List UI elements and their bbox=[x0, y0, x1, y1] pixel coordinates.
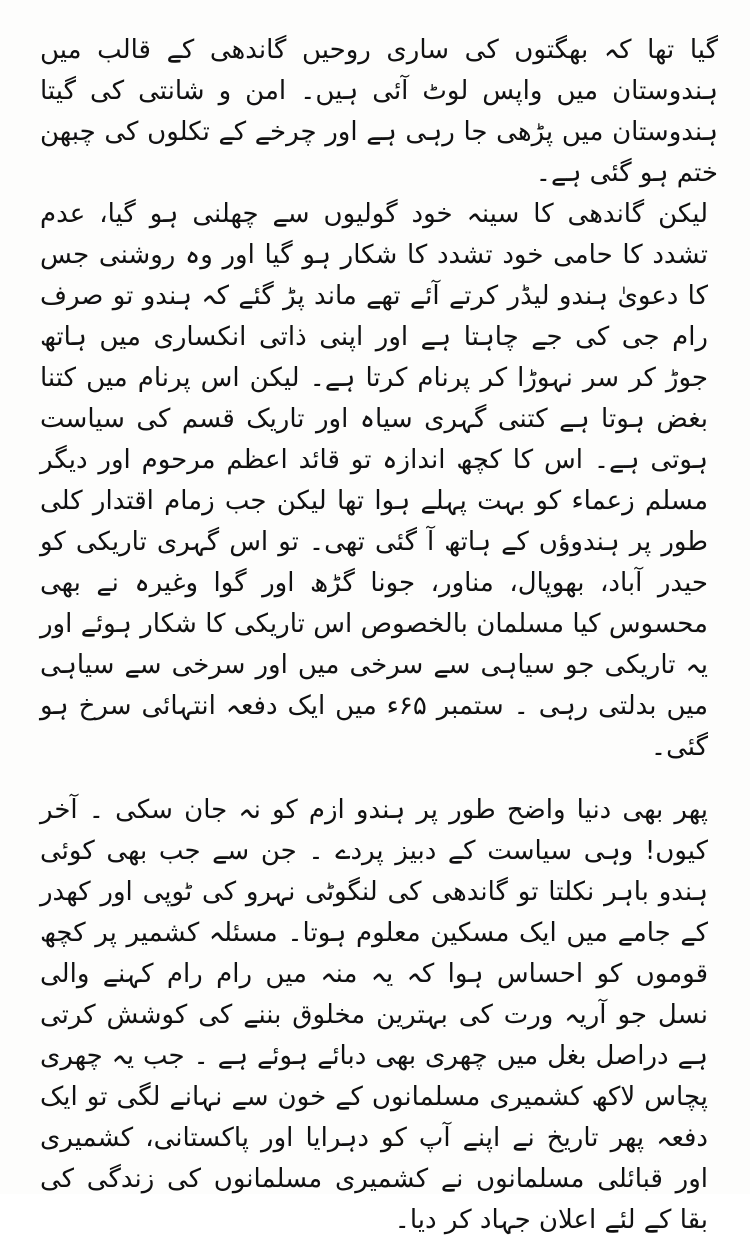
paragraph-1: گیا تھا کہ بھگتوں کی ساری روحیں گاندھی کے قالب میں ہندوستان میں واپس لوٹ آئی ہیں۔ امن و شانتی کی گیتا ہندوستان میں پڑھی جا رہی ہے اور چرخے کے تکلوں کی چبھن ختم ہو گئی ہے۔ bbox=[40, 35, 718, 188]
paragraph-2: لیکن گاندھی کا سینہ خود گولیوں سے چھلنی ہو گیا، عدم تشدد کا حامی خود تشدد کا شکار ہو گیا اور وہ روشنی جس کا دعویٰ ہندو لیڈر کرتے آئے تھے ماند پڑ گئے کہ ہندو تو صرف رام جی کی جے چاہتا ہے اور اپنی ذاتی انکساری میں ہاتھ جوڑ کر سر نہوڑا کر پرنام کرتا ہے۔ لیکن اس پرنام میں کتنا بغض ہوتا ہے کتنی گہری سیاہ اور تاریک قسم کی سیاست ہوتی ہے۔ اس کا کچھ اندازہ تو قائد اعظم مرحوم اور دیگر مسلم زعماء کو بہت پہلے ہوا تھا لیکن جب زمام اقتدار کلی طور پر ہندوؤں کے ہاتھ آ گئی تھی۔ تو اس گہری تاریکی کو حیدر آباد، بھوپال، مناور، جونا گڑھ اور گوا وغیرہ نے بھی محسوس کیا مسلمان بالخصوص اس تاریکی کا شکار ہوئے اور یہ تاریکی جو سیاہی سے سرخی میں اور سرخی سے سیاہی میں بدلتی رہی ۔ ستمبر ۶۵ء میں ایک دفعہ انتہائی سرخ ہو گئی۔ bbox=[40, 199, 709, 762]
paragraph-3: پھر بھی دنیا واضح طور پر ہندو ازم کو نہ جان سکی ۔ آخر کیوں! وہی سیاست کے دبیز پردے ۔ جن سے جب بھی کوئی ہندو باہر نکلتا تو گاندھی کی لنگوٹی نہرو کی ٹوپی اور کھدر کے جامے میں ایک مسکین معلوم ہوتا۔ مسئلہ کشمیر پر کچھ قوموں کو احساس ہوا کہ یہ منہ میں رام رام کہنے والی نسل جو آریہ ورت کی بہترین مخلوق بننے کی کوشش کرتی ہے دراصل بغل میں چھری بھی دبائے ہوئے ہے ۔ جب یہ چھری پچاس لاکھ کشمیری مسلمانوں کے خون سے نہانے لگی تو ایک دفعہ پھر تاریخ نے اپنے آپ کو دہرایا اور پاکستانی، کشمیری اور قبائلی مسلمانوں نے کشمیری مسلمانوں کی زندگی کی بقا کے لئے اعلان جہاد کر دیا۔ bbox=[40, 795, 708, 1235]
